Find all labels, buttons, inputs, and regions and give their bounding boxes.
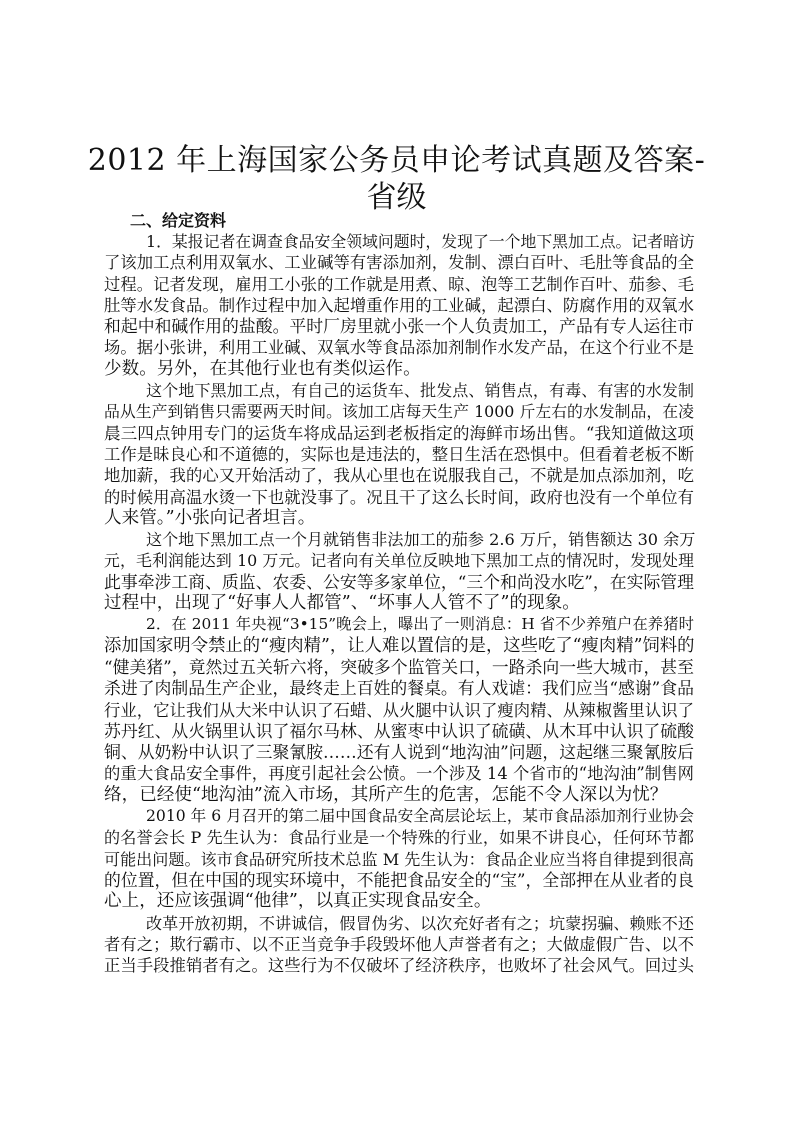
text-line: 这个地下黑加工点，有自己的运货车、批发点、销售点，有毒、有害的水发制 [146,381,694,401]
text-line: 品从生产到销售只需要两天时间。该加工店每天生产 1000 斤左右的水发制品，在凌 [104,402,694,422]
text-line: 改革开放初期，不讲诚信，假冒伪劣、以次充好者有之；坑蒙拐骗、赖账不还 [146,913,694,933]
text-line: 心上，还应该强调“他律”，以真正实现食品安全。 [104,891,492,912]
text-line: 的时候用高温水烫一下也就没事了。况且干了这么长时间，政府也没有一个单位有 [104,487,694,507]
text-line: 场。据小张讲，利用工业碱、双氧水等食品添加剂制作水发产品，在这个行业不是 [104,338,694,358]
text-line: 晨三四点钟用专门的运货车将成品运到老板指定的海鲜市场出售。“我知道做这项 [104,423,694,443]
text-line: 这个地下黑加工点一个月就销售非法加工的茄参 2.6 万斤，销售额达 30 余万 [146,530,696,550]
text-line: 杀进了肉制品生产企业，最终走上百姓的餐桌。有人戏谑：我们应当“感谢”食品 [104,678,694,699]
text-line: 1．某报记者在调查食品安全领域问题时，发现了一个地下黑加工点。记者暗访 [146,232,695,251]
text-line: 的重大食品安全事件，再度引起社会公愤。一个涉及 14 个省市的“地沟油”制售网 [104,764,694,784]
text-line: 和起中和碱作用的盐酸。平时厂房里就小张一个人负责加工，产品有专人运往市 [104,316,694,337]
text-line: 行业，它让我们从大米中认识了石蜡、从火腿中认识了瘦肉精、从辣椒酱里认识了 [104,700,694,720]
text-line: 添加国家明令禁止的“瘦肉精”，让人难以置信的是，这些吃了“瘦肉精”饲料的 [104,635,695,656]
text-line: 元，毛利润能达到 10 万元。记者向有关单位反映地下黑加工点的情况时，发现处理 [104,551,694,571]
text-line: 人来管。”小张向记者坦言。 [104,507,316,528]
text-line: 2010 年 6 月召开的第二届中国食品安全高层论坛上，某市食品添加剂行业协会 [146,807,694,826]
text-line: 过程。记者发现，雇用工小张的工作就是用煮、晾、泡等工艺制作百叶、茄参、毛 [104,274,694,294]
text-line: 此事牵涉工商、质监、农委、公安等多家单位，“三个和尚没水吃”，在实际管理 [104,571,694,592]
section-heading: 二、给定资料 [130,211,227,230]
document-body [104,231,694,976]
text-line: 工作是昧良心和不道德的，实际也是违法的，整日生活在恐惧中。但看着老板不断 [104,444,694,464]
text-line: 铜、从奶粉中认识了三聚氰胺……还有人说到“地沟油”问题，这起继三聚氰胺后 [104,742,694,763]
text-line: 的位置，但在中国的现实环境中，不能把食品安全的“宝”，全部押在从业者的良 [104,869,694,890]
text-line: 络，已经使“地沟油”流入市场，其所产生的危害，怎能不令人深以为忧？ [104,784,668,805]
text-line: 正当手段推销者有之。这些行为不仅破坏了经济秩序，也败坏了社会风气。回过头 [104,956,694,976]
text-line: 可能出问题。该市食品研究所技术总监 M 先生认为：食品企业应当将自律提到很高 [104,849,694,869]
text-line: 了该加工点利用双氧水、工业碱等有害添加剂，发制、漂白百叶、毛肚等食品的全 [104,253,694,273]
text-line: 少数。另外，在其他行业也有类似运作。 [104,358,421,379]
text-line: “健美猪”，竟然过五关斩六将，突破多个监管关口，一路杀向一些大城市，甚至 [104,656,694,677]
text-line: 地加薪，我的心又开始活动了，我从心里也在说服我自己，不就是加点添加剂，吃 [104,466,694,486]
text-line: 2．在 2011 年央视“3•15”晚会上，曝出了一则消息：H 省不少养殖户在养猪时 [146,615,694,634]
text-line: 过程中，出现了“好事人人都管”、“坏事人人管不了”的现象。 [104,593,580,614]
text-line: 者有之；欺行霸市、以不正当竞争手段毁坏他人声誉者有之；大做虚假广告、以不 [104,934,694,954]
text-line: 肚等水发食品。制作过程中加入起增重作用的工业碱，起漂白、防腐作用的双氧水 [104,295,694,315]
text-line: 苏丹红、从火锅里认识了福尔马林、从蜜枣中认识了硫磺、从木耳中认识了硫酸 [104,720,694,741]
text-line: 的名誉会长 P 先生认为：食品行业是一个特殊的行业，如果不讲良心，任何环节都 [104,828,694,848]
document-title-line-2: 省级 [366,180,427,215]
document-title-line-1: 2012 年上海国家公务员申论考试真题及答案- [87,143,706,178]
